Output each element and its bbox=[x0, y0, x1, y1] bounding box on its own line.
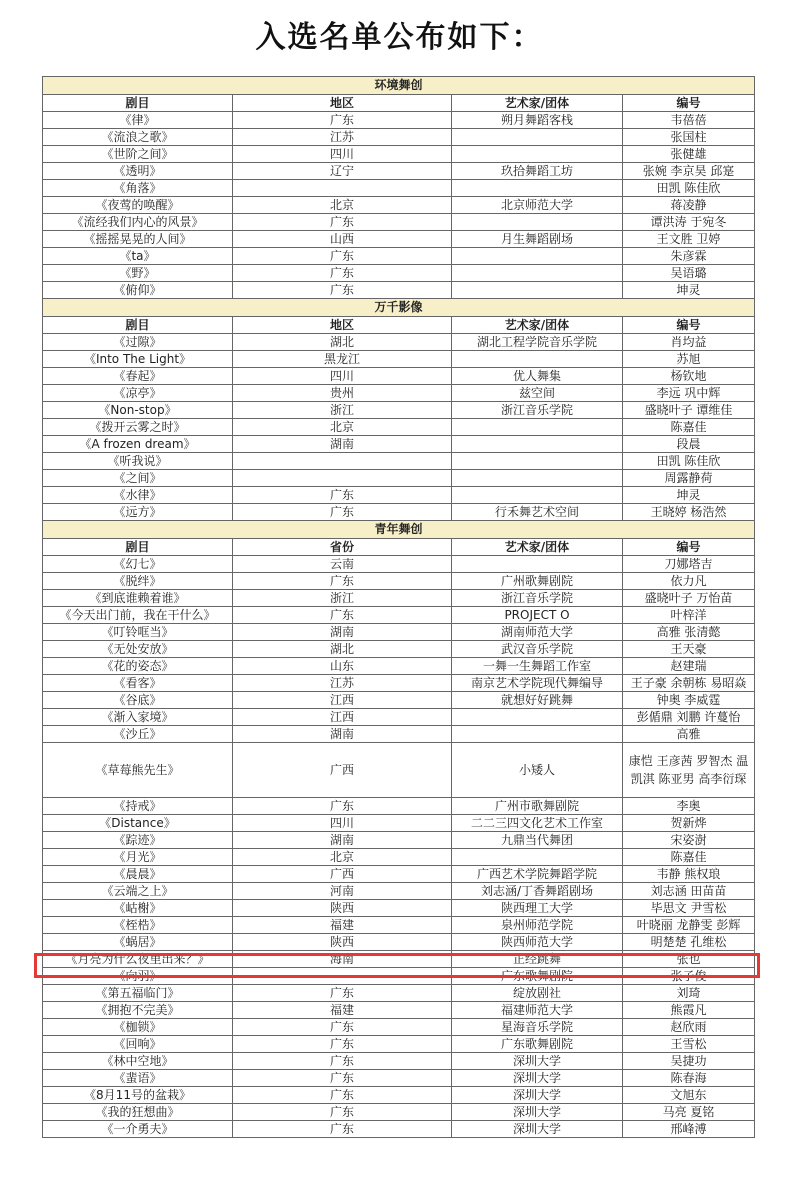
region-cell: 北京 bbox=[233, 419, 452, 436]
group-cell: 武汉音乐学院 bbox=[452, 641, 623, 658]
title-cell: 《夜莺的唤醒》 bbox=[43, 197, 233, 214]
table-row bbox=[43, 197, 755, 214]
title-cell: 《透明》 bbox=[43, 163, 233, 180]
table-row bbox=[43, 815, 755, 832]
title-cell: 《持戒》 bbox=[43, 798, 233, 815]
region-cell: 湖南 bbox=[233, 726, 452, 743]
table-row bbox=[43, 709, 755, 726]
table-row bbox=[43, 590, 755, 607]
table-row bbox=[43, 1036, 755, 1053]
table-row bbox=[43, 265, 755, 282]
section-title: 万千影像 bbox=[43, 299, 755, 317]
table-row bbox=[43, 934, 755, 951]
column-header: 编号 bbox=[623, 539, 755, 556]
section-header-row bbox=[43, 521, 755, 539]
table-row bbox=[43, 624, 755, 641]
title-cell: 《桎梏》 bbox=[43, 917, 233, 934]
title-cell: 《岵榭》 bbox=[43, 900, 233, 917]
group-cell: 深圳大学 bbox=[452, 1087, 623, 1104]
group-cell bbox=[452, 726, 623, 743]
table-row bbox=[43, 1019, 755, 1036]
artist-cell: 田凯 陈佳欣 bbox=[623, 453, 755, 470]
group-cell: 深圳大学 bbox=[452, 1053, 623, 1070]
region-cell: 湖南 bbox=[233, 436, 452, 453]
artist-cell: 贺新烨 bbox=[623, 815, 755, 832]
title-cell: 《踪迹》 bbox=[43, 832, 233, 849]
group-cell: 福建师范大学 bbox=[452, 1002, 623, 1019]
column-header-row bbox=[43, 317, 755, 334]
column-header: 地区 bbox=[233, 317, 452, 334]
title-cell: 《幻七》 bbox=[43, 556, 233, 573]
region-cell: 湖北 bbox=[233, 334, 452, 351]
group-cell bbox=[452, 146, 623, 163]
region-cell: 江苏 bbox=[233, 675, 452, 692]
title-cell: 《看客》 bbox=[43, 675, 233, 692]
table-row bbox=[43, 1121, 755, 1138]
region-cell: 广东 bbox=[233, 282, 452, 299]
title-cell: 《8月11号的盆栽》 bbox=[43, 1087, 233, 1104]
table-row bbox=[43, 368, 755, 385]
group-cell bbox=[452, 556, 623, 573]
region-cell: 广东 bbox=[233, 1036, 452, 1053]
artist-cell: 吴捷功 bbox=[623, 1053, 755, 1070]
group-cell: 二二三四文化艺术工作室 bbox=[452, 815, 623, 832]
artist-cell: 熊霞凡 bbox=[623, 1002, 755, 1019]
table-row bbox=[43, 556, 755, 573]
artist-cell: 张子俊 bbox=[623, 968, 755, 985]
title-cell: 《一介勇夫》 bbox=[43, 1121, 233, 1138]
region-cell: 江苏 bbox=[233, 129, 452, 146]
artist-cell: 苏旭 bbox=[623, 351, 755, 368]
group-cell bbox=[452, 265, 623, 282]
title-cell: 《我的狂想曲》 bbox=[43, 1104, 233, 1121]
title-cell: 《春起》 bbox=[43, 368, 233, 385]
region-cell: 山东 bbox=[233, 658, 452, 675]
artist-cell: 周露静荷 bbox=[623, 470, 755, 487]
region-cell: 广东 bbox=[233, 1087, 452, 1104]
artist-cell: 韦静 熊权琅 bbox=[623, 866, 755, 883]
region-cell: 黑龙江 bbox=[233, 351, 452, 368]
region-cell bbox=[233, 180, 452, 197]
group-cell: 广东歌舞剧院 bbox=[452, 1036, 623, 1053]
group-cell: PROJECT O bbox=[452, 607, 623, 624]
title-cell: 《渐入家境》 bbox=[43, 709, 233, 726]
artist-cell: 陈嘉佳 bbox=[623, 419, 755, 436]
title-cell: 《角落》 bbox=[43, 180, 233, 197]
title-cell: 《晨晨》 bbox=[43, 866, 233, 883]
region-cell: 广西 bbox=[233, 743, 452, 798]
table-row bbox=[43, 1087, 755, 1104]
table-row bbox=[43, 504, 755, 521]
table-row bbox=[43, 112, 755, 129]
table-row bbox=[43, 951, 755, 968]
artist-cell: 王子豪 余朝栋 易昭焱 bbox=[623, 675, 755, 692]
group-cell bbox=[452, 436, 623, 453]
group-cell bbox=[452, 470, 623, 487]
column-header: 剧目 bbox=[43, 95, 233, 112]
artist-cell: 田凯 陈佳欣 bbox=[623, 180, 755, 197]
title-cell: 《拥抱不完美》 bbox=[43, 1002, 233, 1019]
group-cell: 月生舞蹈剧场 bbox=[452, 231, 623, 248]
artist-cell: 依力凡 bbox=[623, 573, 755, 590]
artist-cell: 高雅 张清懿 bbox=[623, 624, 755, 641]
table-row bbox=[43, 282, 755, 299]
region-cell: 广东 bbox=[233, 487, 452, 504]
region-cell: 陕西 bbox=[233, 934, 452, 951]
table-row bbox=[43, 883, 755, 900]
region-cell: 广东 bbox=[233, 1070, 452, 1087]
artist-cell: 康恺 王彦茜 罗智杰 温凯淇 陈亚男 高李衍琛 bbox=[623, 743, 755, 798]
title-cell: 《Distance》 bbox=[43, 815, 233, 832]
title-cell: 《摇摇晃晃的人间》 bbox=[43, 231, 233, 248]
group-cell bbox=[452, 709, 623, 726]
group-cell: 浙江音乐学院 bbox=[452, 590, 623, 607]
region-cell: 四川 bbox=[233, 368, 452, 385]
artist-cell: 陈嘉佳 bbox=[623, 849, 755, 866]
title-cell: 《流浪之歌》 bbox=[43, 129, 233, 146]
column-header: 剧目 bbox=[43, 317, 233, 334]
artist-cell: 蒋凌静 bbox=[623, 197, 755, 214]
table-row bbox=[43, 470, 755, 487]
table-row bbox=[43, 1104, 755, 1121]
table-row bbox=[43, 1002, 755, 1019]
table-row bbox=[43, 453, 755, 470]
group-cell bbox=[452, 487, 623, 504]
title-cell: 《月亮为什么夜里出来？》 bbox=[43, 951, 233, 968]
group-cell: 广西艺术学院舞蹈学院 bbox=[452, 866, 623, 883]
table-row bbox=[43, 832, 755, 849]
title-cell: 《花的姿态》 bbox=[43, 658, 233, 675]
region-cell: 北京 bbox=[233, 197, 452, 214]
region-cell: 湖南 bbox=[233, 832, 452, 849]
title-cell: 《Non-stop》 bbox=[43, 402, 233, 419]
artist-cell: 王文胜 卫婷 bbox=[623, 231, 755, 248]
group-cell bbox=[452, 129, 623, 146]
region-cell: 海南 bbox=[233, 951, 452, 968]
region-cell bbox=[233, 453, 452, 470]
group-cell bbox=[452, 849, 623, 866]
table-row bbox=[43, 351, 755, 368]
table-row bbox=[43, 917, 755, 934]
table-row bbox=[43, 1053, 755, 1070]
title-cell: 《听我说》 bbox=[43, 453, 233, 470]
group-cell: 泉州师范学院 bbox=[452, 917, 623, 934]
title-cell: 《叮铃哐当》 bbox=[43, 624, 233, 641]
table-row bbox=[43, 1070, 755, 1087]
artist-cell: 高雅 bbox=[623, 726, 755, 743]
region-cell: 湖南 bbox=[233, 624, 452, 641]
section-header-row bbox=[43, 299, 755, 317]
region-cell: 广东 bbox=[233, 798, 452, 815]
artist-cell: 段晨 bbox=[623, 436, 755, 453]
title-cell: 《沙丘》 bbox=[43, 726, 233, 743]
artist-cell: 坤灵 bbox=[623, 487, 755, 504]
table-row bbox=[43, 573, 755, 590]
artist-cell: 张婉 李京昊 邱寔 bbox=[623, 163, 755, 180]
artist-cell: 邢峰溥 bbox=[623, 1121, 755, 1138]
title-cell: 《无处安放》 bbox=[43, 641, 233, 658]
group-cell: 一舞一生舞蹈工作室 bbox=[452, 658, 623, 675]
artist-cell: 盛晓叶子 谭维佳 bbox=[623, 402, 755, 419]
title-cell: 《律》 bbox=[43, 112, 233, 129]
table-row bbox=[43, 180, 755, 197]
group-cell: 深圳大学 bbox=[452, 1070, 623, 1087]
group-cell: 陕西理工大学 bbox=[452, 900, 623, 917]
title-cell: 《凉亭》 bbox=[43, 385, 233, 402]
column-header: 剧目 bbox=[43, 539, 233, 556]
group-cell: 浙江音乐学院 bbox=[452, 402, 623, 419]
region-cell: 广西 bbox=[233, 866, 452, 883]
table-row bbox=[43, 607, 755, 624]
region-cell: 北京 bbox=[233, 849, 452, 866]
group-cell: 星海音乐学院 bbox=[452, 1019, 623, 1036]
title-cell: 《拨开云雾之时》 bbox=[43, 419, 233, 436]
group-cell: 刘志涵/丁香舞蹈剧场 bbox=[452, 883, 623, 900]
title-cell: 《ta》 bbox=[43, 248, 233, 265]
artist-cell: 钟奥 李威霆 bbox=[623, 692, 755, 709]
title-cell: 《蜚语》 bbox=[43, 1070, 233, 1087]
region-cell: 广东 bbox=[233, 1104, 452, 1121]
table-row bbox=[43, 129, 755, 146]
artist-cell: 王晓婷 杨浩然 bbox=[623, 504, 755, 521]
column-header: 省份 bbox=[233, 539, 452, 556]
title-cell: 《脱绊》 bbox=[43, 573, 233, 590]
group-cell: 深圳大学 bbox=[452, 1121, 623, 1138]
group-cell: 广州歌舞剧院 bbox=[452, 573, 623, 590]
region-cell bbox=[233, 968, 452, 985]
region-cell: 广东 bbox=[233, 1053, 452, 1070]
region-cell: 广东 bbox=[233, 1121, 452, 1138]
table-row bbox=[43, 798, 755, 815]
page-title: 入选名单公布如下： bbox=[255, 20, 544, 55]
table-row bbox=[43, 658, 755, 675]
group-cell bbox=[452, 282, 623, 299]
artist-cell: 谭洪涛 于宛冬 bbox=[623, 214, 755, 231]
region-cell: 广东 bbox=[233, 112, 452, 129]
group-cell: 深圳大学 bbox=[452, 1104, 623, 1121]
region-cell: 辽宁 bbox=[233, 163, 452, 180]
region-cell: 浙江 bbox=[233, 402, 452, 419]
region-cell bbox=[233, 470, 452, 487]
artist-cell: 张健雄 bbox=[623, 146, 755, 163]
column-header: 艺术家/团体 bbox=[452, 317, 623, 334]
title-cell: 《世阶之间》 bbox=[43, 146, 233, 163]
section-header-row bbox=[43, 77, 755, 95]
table-row bbox=[43, 436, 755, 453]
title-cell: 《A frozen dream》 bbox=[43, 436, 233, 453]
region-cell: 江西 bbox=[233, 709, 452, 726]
title-cell: 《过隙》 bbox=[43, 334, 233, 351]
artist-cell: 彭偱鼎 刘鹏 许蔓怡 bbox=[623, 709, 755, 726]
title-cell: 《野》 bbox=[43, 265, 233, 282]
region-cell: 四川 bbox=[233, 146, 452, 163]
artist-cell: 明楚楚 孔维松 bbox=[623, 934, 755, 951]
table-row bbox=[43, 231, 755, 248]
table-row bbox=[43, 641, 755, 658]
artist-cell: 韦蓓蓓 bbox=[623, 112, 755, 129]
title-cell: 《林中空地》 bbox=[43, 1053, 233, 1070]
region-cell: 云南 bbox=[233, 556, 452, 573]
region-cell: 广东 bbox=[233, 504, 452, 521]
group-cell: 北京师范大学 bbox=[452, 197, 623, 214]
artist-cell: 吴语璐 bbox=[623, 265, 755, 282]
artist-cell: 李远 巩中辉 bbox=[623, 385, 755, 402]
table-row bbox=[43, 334, 755, 351]
title-cell: 《之间》 bbox=[43, 470, 233, 487]
column-header: 地区 bbox=[233, 95, 452, 112]
artist-cell: 赵欣雨 bbox=[623, 1019, 755, 1036]
table-row bbox=[43, 487, 755, 504]
artist-cell: 马亮 夏铭 bbox=[623, 1104, 755, 1121]
artist-cell: 叶晓丽 龙静雯 彭辉 bbox=[623, 917, 755, 934]
artist-cell: 盛晓叶子 万怡苗 bbox=[623, 590, 755, 607]
artist-cell: 文旭东 bbox=[623, 1087, 755, 1104]
group-cell: 小矮人 bbox=[452, 743, 623, 798]
title-cell: 《水律》 bbox=[43, 487, 233, 504]
region-cell: 广东 bbox=[233, 985, 452, 1002]
region-cell: 浙江 bbox=[233, 590, 452, 607]
column-header: 艺术家/团体 bbox=[452, 539, 623, 556]
title-cell: 《云端之上》 bbox=[43, 883, 233, 900]
group-cell: 陕西师范大学 bbox=[452, 934, 623, 951]
title-cell: 《Into The Light》 bbox=[43, 351, 233, 368]
group-cell bbox=[452, 248, 623, 265]
table-row bbox=[43, 849, 755, 866]
artist-cell: 杨钦地 bbox=[623, 368, 755, 385]
group-cell: 湖南师范大学 bbox=[452, 624, 623, 641]
artist-cell: 张国柱 bbox=[623, 129, 755, 146]
table-row bbox=[43, 385, 755, 402]
artist-cell: 陈春海 bbox=[623, 1070, 755, 1087]
group-cell bbox=[452, 214, 623, 231]
selection-table bbox=[42, 76, 755, 1138]
region-cell: 贵州 bbox=[233, 385, 452, 402]
group-cell: 朔月舞蹈客栈 bbox=[452, 112, 623, 129]
group-cell bbox=[452, 351, 623, 368]
artist-cell: 刀娜塔吉 bbox=[623, 556, 755, 573]
artist-cell: 刘志涵 田苗苗 bbox=[623, 883, 755, 900]
table-row bbox=[43, 985, 755, 1002]
artist-cell: 赵建瑞 bbox=[623, 658, 755, 675]
title-cell: 《谷底》 bbox=[43, 692, 233, 709]
artist-cell: 李奥 bbox=[623, 798, 755, 815]
table-row bbox=[43, 248, 755, 265]
group-cell: 九鼎当代舞团 bbox=[452, 832, 623, 849]
title-cell: 《草莓熊先生》 bbox=[43, 743, 233, 798]
group-cell bbox=[452, 453, 623, 470]
group-cell bbox=[452, 180, 623, 197]
column-header-row bbox=[43, 539, 755, 556]
table-row bbox=[43, 692, 755, 709]
title-cell: 《流经我们内心的风景》 bbox=[43, 214, 233, 231]
table-row bbox=[43, 900, 755, 917]
title-cell: 《第五福临门》 bbox=[43, 985, 233, 1002]
region-cell: 广东 bbox=[233, 214, 452, 231]
group-cell bbox=[452, 419, 623, 436]
title-cell: 《回响》 bbox=[43, 1036, 233, 1053]
artist-cell: 叶梓洋 bbox=[623, 607, 755, 624]
artist-cell: 刘琦 bbox=[623, 985, 755, 1002]
artist-cell: 毕思文 尹雪松 bbox=[623, 900, 755, 917]
title-cell: 《向羽》 bbox=[43, 968, 233, 985]
column-header: 艺术家/团体 bbox=[452, 95, 623, 112]
column-header: 编号 bbox=[623, 95, 755, 112]
title-cell: 《到底谁赖着谁》 bbox=[43, 590, 233, 607]
column-header: 编号 bbox=[623, 317, 755, 334]
group-cell: 正经跳舞 bbox=[452, 951, 623, 968]
region-cell: 广东 bbox=[233, 265, 452, 282]
region-cell: 广东 bbox=[233, 607, 452, 624]
table-row bbox=[43, 968, 755, 985]
table-row bbox=[43, 402, 755, 419]
region-cell: 陕西 bbox=[233, 900, 452, 917]
group-cell: 湖北工程学院音乐学院 bbox=[452, 334, 623, 351]
region-cell: 福建 bbox=[233, 1002, 452, 1019]
artist-cell: 王雪松 bbox=[623, 1036, 755, 1053]
group-cell: 行禾舞艺术空间 bbox=[452, 504, 623, 521]
region-cell: 山西 bbox=[233, 231, 452, 248]
group-cell: 南京艺术学院现代舞编导 bbox=[452, 675, 623, 692]
region-cell: 河南 bbox=[233, 883, 452, 900]
group-cell: 兹空间 bbox=[452, 385, 623, 402]
region-cell: 广东 bbox=[233, 248, 452, 265]
table-row bbox=[43, 419, 755, 436]
title-cell: 《俯仰》 bbox=[43, 282, 233, 299]
group-cell: 广东歌舞剧院 bbox=[452, 968, 623, 985]
title-cell: 《蜗居》 bbox=[43, 934, 233, 951]
table-row bbox=[43, 146, 755, 163]
group-cell: 绽放剧社 bbox=[452, 985, 623, 1002]
region-cell: 广东 bbox=[233, 1019, 452, 1036]
artist-cell: 王天豪 bbox=[623, 641, 755, 658]
title-cell: 《月光》 bbox=[43, 849, 233, 866]
group-cell: 优人舞集 bbox=[452, 368, 623, 385]
region-cell: 福建 bbox=[233, 917, 452, 934]
region-cell: 广东 bbox=[233, 573, 452, 590]
section-title: 青年舞创 bbox=[43, 521, 755, 539]
artist-cell: 坤灵 bbox=[623, 282, 755, 299]
title-cell: 《枷锁》 bbox=[43, 1019, 233, 1036]
group-cell: 广州市歌舞剧院 bbox=[452, 798, 623, 815]
artist-cell: 肖均益 bbox=[623, 334, 755, 351]
group-cell: 就想好好跳舞 bbox=[452, 692, 623, 709]
artist-cell: 张也 bbox=[623, 951, 755, 968]
table-row bbox=[43, 726, 755, 743]
title-cell: 《远方》 bbox=[43, 504, 233, 521]
column-header-row bbox=[43, 95, 755, 112]
table-row bbox=[43, 675, 755, 692]
table-row bbox=[43, 743, 755, 798]
title-cell: 《今天出门前，我在干什么》 bbox=[43, 607, 233, 624]
table-row bbox=[43, 866, 755, 883]
table-row bbox=[43, 163, 755, 180]
table-row bbox=[43, 214, 755, 231]
artist-cell: 宋姿澍 bbox=[623, 832, 755, 849]
group-cell: 玖拾舞蹈工坊 bbox=[452, 163, 623, 180]
section-title: 环境舞创 bbox=[43, 77, 755, 95]
region-cell: 四川 bbox=[233, 815, 452, 832]
region-cell: 江西 bbox=[233, 692, 452, 709]
artist-cell: 朱彦霖 bbox=[623, 248, 755, 265]
region-cell: 湖北 bbox=[233, 641, 452, 658]
